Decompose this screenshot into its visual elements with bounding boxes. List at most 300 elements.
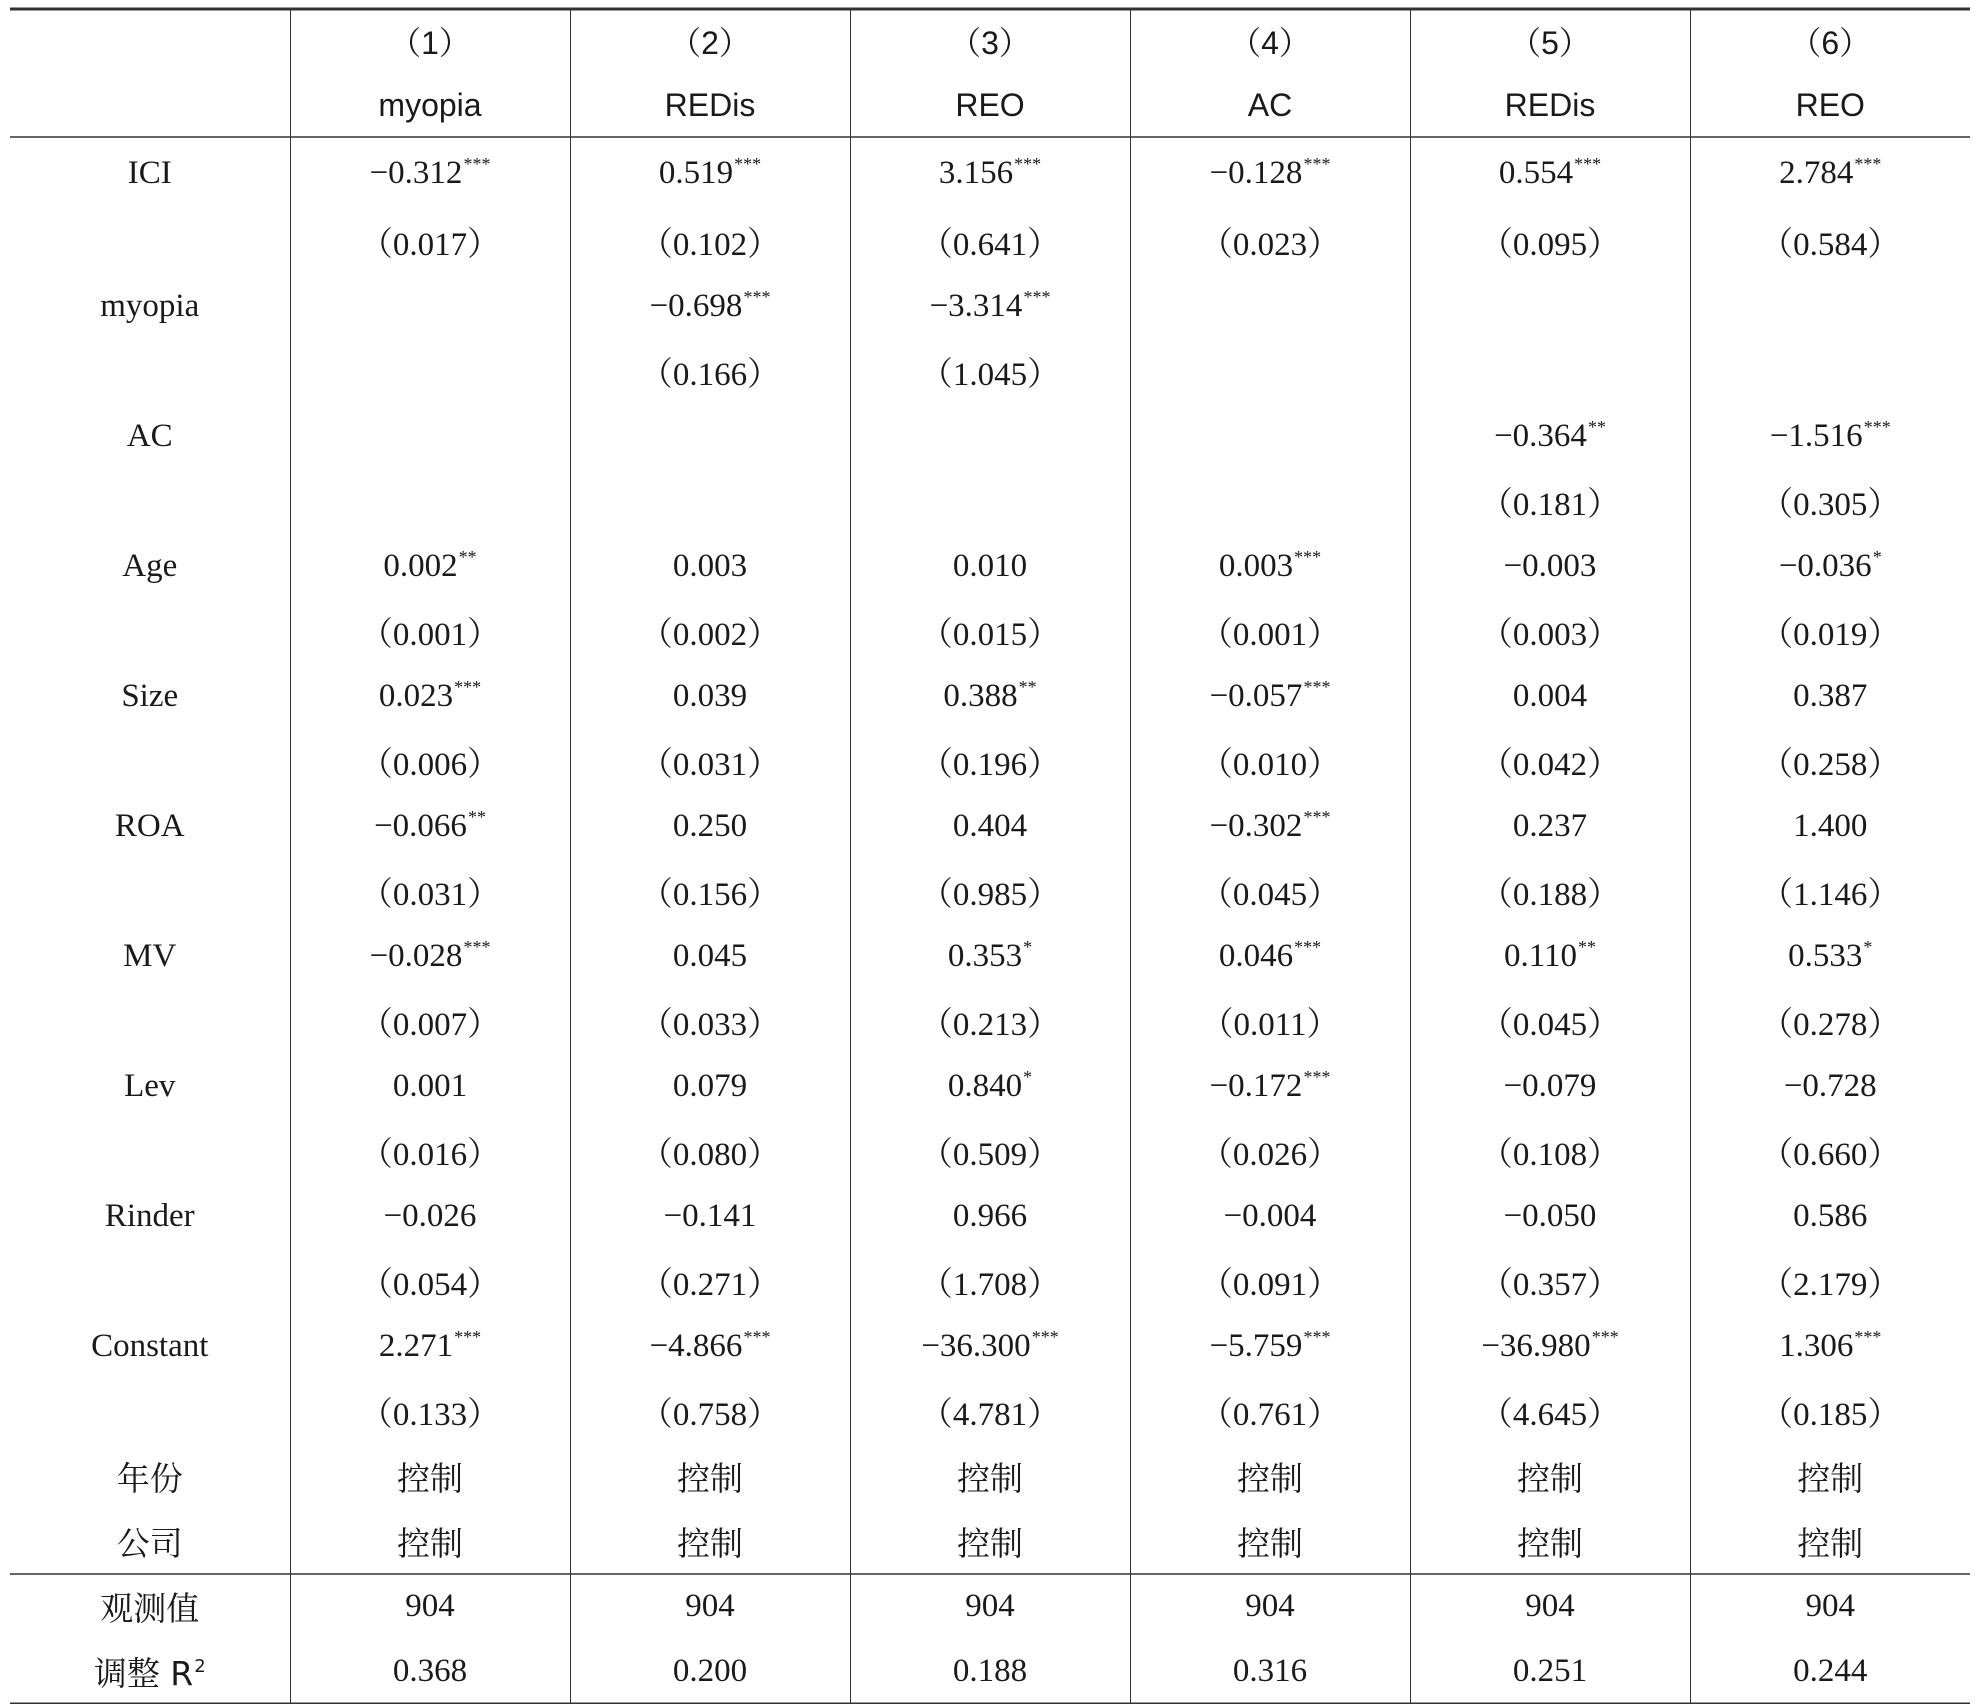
cell-value: −0.036 [1778,548,1872,584]
cell-value: （0.031） [639,747,781,783]
table-cell [850,1509,1130,1574]
cell-value: （0.001） [1199,617,1341,653]
cell-value: −0.057 [1209,678,1303,714]
significance-stars: *** [1303,677,1331,697]
table-cell [570,1184,850,1249]
table-cell [850,989,1130,1054]
cell-value: （0.271） [639,1267,781,1303]
row-label: MV [123,938,177,974]
table-cell: 0.251 [1410,1639,1690,1704]
table-cell [1130,1249,1410,1314]
dependent-variable: AC [1130,73,1410,137]
table-cell [1690,1184,1970,1249]
significance-stars: *** [1294,547,1322,567]
significance-stars: *** [1574,153,1602,174]
table-cell [570,729,850,794]
cell-value: （1.045） [919,357,1061,393]
table-cell [290,1314,570,1379]
table-row [10,274,1970,339]
table-cell: 0.200 [570,1639,850,1704]
table-header [10,9,1970,137]
cell-value: 0.353 [947,938,1023,974]
cell-value: （0.042） [1479,747,1621,783]
table-cell [570,664,850,729]
table-cell [1410,1314,1690,1379]
table-cell: 904 [570,1574,850,1639]
table-row [10,209,1970,274]
cell-value: −0.728 [1783,1068,1877,1104]
model-number: （5） [1410,9,1690,73]
cell-value: 0.046 [1218,938,1294,974]
table-cell [290,1379,570,1444]
cell-value: （0.045） [1479,1007,1621,1043]
cell-value: 0.001 [392,1068,468,1104]
table-cell [570,1509,850,1574]
table-cell [1130,1184,1410,1249]
cell-value: −0.172 [1209,1068,1303,1104]
table-cell [1410,274,1690,339]
table-footer [10,1574,1970,1704]
table-cell [1410,1119,1690,1184]
cell-value: （0.108） [1479,1137,1621,1173]
table-cell [1690,1249,1970,1314]
table-cell [1410,209,1690,274]
table-cell [1690,599,1970,664]
cell-value: （0.305） [1760,487,1901,523]
cell-value: 0.039 [672,678,748,714]
table-cell [570,137,850,209]
significance-stars: *** [1303,1067,1331,1087]
cell-value: 2.271 [378,1328,454,1364]
table-cell [1130,1054,1410,1119]
row-label: Constant [91,1328,209,1364]
header-row-dependent-vars [10,73,1970,137]
cell-value: （0.166） [639,357,781,393]
row-label [10,729,290,794]
table-cell [290,1119,570,1184]
cell-value: （0.016） [359,1137,501,1173]
cell-value: （0.010） [1199,747,1341,783]
cell-value: （0.133） [359,1397,501,1433]
cell-value: 控制 [1237,1524,1303,1563]
table-cell [570,1119,850,1184]
table-row [10,1509,1970,1574]
table-body [10,137,1970,1574]
significance-stars: *** [1303,1327,1331,1347]
cell-value: 0.110 [1503,938,1578,974]
table-cell [1410,924,1690,989]
table-cell [850,209,1130,274]
significance-stars: *** [734,153,762,174]
cell-value: 0.010 [952,548,1028,584]
significance-stars: * [1023,1067,1033,1087]
table-cell [850,1184,1130,1249]
row-label [10,1119,290,1184]
table-cell [570,1379,850,1444]
cell-value: （4.781） [919,1397,1061,1433]
cell-value: （2.179） [1760,1267,1901,1303]
table-cell [290,924,570,989]
table-cell [570,859,850,924]
table-cell [1130,137,1410,209]
table-cell [1130,859,1410,924]
table-cell [1130,404,1410,469]
table-cell [570,1249,850,1314]
table-cell [850,664,1130,729]
cell-value: （0.031） [359,877,501,913]
table-cell [570,794,850,859]
cell-value: −0.141 [663,1198,757,1234]
table-cell [290,1444,570,1509]
table-cell [1410,469,1690,534]
cell-value: −0.364 [1494,418,1587,454]
dependent-variable: myopia [290,73,570,137]
cell-value: 1.400 [1793,808,1868,844]
table-cell [290,1184,570,1249]
table-cell [290,664,570,729]
cell-value: −36.980 [1481,1328,1591,1364]
row-label: Age [122,548,178,584]
table-cell [570,599,850,664]
table-cell [570,404,850,469]
significance-stars: *** [1023,287,1051,307]
cell-value: （0.660） [1760,1137,1901,1173]
table-cell [290,989,570,1054]
significance-stars: *** [1031,1327,1059,1347]
superscript: 2 [194,1656,206,1677]
table-cell [290,1054,570,1119]
cell-value: （0.080） [639,1137,781,1173]
cell-value: 控制 [1797,1459,1864,1498]
table-row [10,534,1970,599]
table-cell [290,339,570,404]
cell-value: 控制 [957,1459,1023,1498]
cell-value: −0.050 [1503,1198,1597,1234]
table-row [10,469,1970,534]
table-cell [570,209,850,274]
cell-value: 控制 [397,1524,463,1563]
table-cell [1410,664,1690,729]
table-cell [1410,1249,1690,1314]
cell-value: （0.091） [1199,1267,1341,1303]
cell-value: （1.708） [919,1267,1061,1303]
table-cell [1690,1509,1970,1574]
table-cell [850,1054,1130,1119]
table-cell [570,469,850,534]
cell-value: 0.840 [947,1068,1023,1104]
table-cell [1690,469,1970,534]
cell-value: −0.128 [1209,154,1303,191]
header-row-model-numbers [10,9,1970,73]
table-cell [290,729,570,794]
cell-value: 0.387 [1793,678,1868,714]
row-label [10,469,290,534]
table-cell [1130,534,1410,599]
table-row [10,794,1970,859]
table-cell [570,534,850,599]
table-row [10,339,1970,404]
table-cell: 904 [1410,1574,1690,1639]
model-number: （2） [570,9,850,73]
significance-stars: *** [743,1327,771,1347]
footer-row [10,1639,1970,1704]
table-cell [1130,664,1410,729]
row-label: 年份 [116,1459,183,1498]
table-cell [1410,1444,1690,1509]
table-cell [1130,989,1410,1054]
cell-value: （0.019） [1760,617,1901,653]
cell-value: （0.758） [639,1397,781,1433]
cell-value: 控制 [397,1459,463,1498]
table-cell [1690,664,1970,729]
table-row [10,1054,1970,1119]
table-row [10,137,1970,209]
cell-value: −5.759 [1209,1328,1303,1364]
table-cell [1410,859,1690,924]
cell-value: （0.011） [1200,1007,1340,1043]
table-cell [1410,1509,1690,1574]
significance-stars: *** [1854,153,1882,174]
cell-value: （0.033） [639,1007,781,1043]
table-cell [290,469,570,534]
table-cell [1130,469,1410,534]
cell-value: （0.641） [919,227,1061,263]
table-cell [570,989,850,1054]
significance-stars: *** [1863,417,1891,437]
table-cell: 904 [850,1574,1130,1639]
table-cell [850,137,1130,209]
significance-stars: *** [463,153,491,174]
cell-value: −0.302 [1209,808,1303,844]
cell-value: 控制 [1797,1524,1864,1563]
row-label: myopia [100,288,200,324]
table-cell [850,924,1130,989]
cell-value: （0.017） [359,227,501,263]
row-label: Rinder [104,1198,195,1234]
cell-value: （0.026） [1199,1137,1341,1173]
significance-stars: * [1863,937,1873,957]
cell-value: （0.006） [359,747,501,783]
table-cell [1410,1184,1690,1249]
cell-value: −0.079 [1503,1068,1597,1104]
table-cell: 904 [290,1574,570,1639]
cell-value: （0.003） [1479,617,1621,653]
table-row [10,989,1970,1054]
dependent-variable: REO [1690,73,1970,137]
table-cell [1410,404,1690,469]
cell-value: 0.404 [952,808,1028,844]
table-cell [570,1444,850,1509]
cell-value: −0.698 [649,288,743,324]
table-cell [1690,274,1970,339]
table-cell [1130,274,1410,339]
significance-stars: *** [454,1327,482,1347]
row-label: Lev [124,1068,176,1104]
table-row [10,1249,1970,1314]
table-cell [1410,534,1690,599]
table-cell [1410,729,1690,794]
row-label [10,1574,290,1639]
model-number: （1） [290,9,570,73]
table-cell [850,1249,1130,1314]
cell-value: 0.002 [383,548,458,584]
dependent-variable: REDis [1410,73,1690,137]
significance-stars: *** [743,287,771,307]
significance-stars: ** [1018,677,1037,697]
row-label: AC [126,418,173,454]
table-cell: 0.244 [1690,1639,1970,1704]
table-cell [1690,989,1970,1054]
table-cell [1410,1379,1690,1444]
cell-value: 0.079 [672,1068,748,1104]
table-cell [850,1314,1130,1379]
cell-value: 0.554 [1498,154,1574,191]
table-cell [850,859,1130,924]
row-label [10,1639,290,1704]
table-cell [1130,1379,1410,1444]
table-cell [1130,924,1410,989]
cell-value: （0.258） [1760,747,1901,783]
footer-row [10,1574,1970,1639]
cell-value: （0.985） [919,877,1061,913]
model-number: （3） [850,9,1130,73]
cell-value: 控制 [677,1459,743,1498]
cell-value: （0.584） [1760,227,1901,263]
dependent-variable: REO [850,73,1130,137]
row-label-text: 观测值 [100,1589,200,1628]
table-cell [570,1054,850,1119]
row-label [10,599,290,664]
cell-value: （0.509） [919,1137,1061,1173]
cell-value: （0.095） [1479,227,1621,263]
cell-value: （0.002） [639,617,781,653]
table-cell: 904 [1130,1574,1410,1639]
row-label [10,1379,290,1444]
table-cell [290,859,570,924]
row-label: 公司 [116,1524,183,1563]
table-cell [1690,1314,1970,1379]
table-cell [1130,1119,1410,1184]
table-cell [290,274,570,339]
row-label [10,859,290,924]
table-cell [850,469,1130,534]
table-row [10,599,1970,664]
cell-value: 0.533 [1788,938,1863,974]
cell-value: （0.188） [1479,877,1621,913]
table-row [10,404,1970,469]
model-number: （4） [1130,9,1410,73]
table-cell [1690,404,1970,469]
table-cell: 0.188 [850,1639,1130,1704]
cell-value: （0.213） [919,1007,1061,1043]
header-corner [10,9,290,73]
cell-value: （0.196） [919,747,1061,783]
row-label [10,989,290,1054]
table-cell [1410,339,1690,404]
significance-stars: *** [454,677,482,697]
cell-value: （0.278） [1760,1007,1901,1043]
cell-value: 控制 [1517,1524,1583,1563]
cell-value: （0.045） [1199,877,1341,913]
cell-value: （0.023） [1199,227,1341,263]
significance-stars: * [1872,547,1882,567]
table-cell [850,274,1130,339]
table-cell [290,794,570,859]
table-cell [1130,209,1410,274]
row-label: ROA [114,808,185,844]
regression-table [10,9,1970,1704]
cell-value: （0.102） [639,227,781,263]
table-cell [1690,1444,1970,1509]
table-cell [1690,729,1970,794]
significance-stars: *** [1303,153,1331,174]
table-cell [1130,729,1410,794]
cell-value: 0.586 [1793,1198,1868,1234]
table-cell: 904 [1690,1574,1970,1639]
table-cell [850,1444,1130,1509]
cell-value: 0.388 [943,678,1018,714]
cell-value: （0.007） [359,1007,501,1043]
cell-value: （0.156） [639,877,781,913]
table-cell [1690,794,1970,859]
table-cell [850,404,1130,469]
cell-value: （4.645） [1479,1397,1621,1433]
cell-value: 0.003 [672,548,748,584]
cell-value: （0.357） [1479,1267,1621,1303]
table-cell [1690,339,1970,404]
cell-value: −0.003 [1503,548,1597,584]
table-cell [1410,137,1690,209]
table-cell [290,534,570,599]
table-cell [850,1119,1130,1184]
cell-value: −0.312 [369,154,463,191]
table-cell [1130,599,1410,664]
header-corner [10,73,290,137]
table-row [10,1379,1970,1444]
table-cell [1690,534,1970,599]
cell-value: −36.300 [921,1328,1031,1364]
significance-stars: *** [1303,807,1331,827]
cell-value: −0.004 [1223,1198,1317,1234]
cell-value: 控制 [1237,1459,1303,1498]
cell-value: 0.519 [658,154,734,191]
table-cell [570,274,850,339]
table-cell [290,137,570,209]
cell-value: 控制 [677,1524,743,1563]
row-label [10,209,290,274]
table-row [10,1184,1970,1249]
table-row [10,859,1970,924]
cell-value: −1.516 [1769,418,1863,454]
cell-value: 3.156 [938,154,1014,191]
table-cell [850,794,1130,859]
significance-stars: *** [1014,153,1042,174]
cell-value: 0.966 [952,1198,1028,1234]
table-cell [1130,1444,1410,1509]
significance-stars: ** [467,807,486,827]
significance-stars: * [1023,937,1033,957]
table-row [10,1444,1970,1509]
model-number: （6） [1690,9,1970,73]
significance-stars: *** [1591,1327,1619,1347]
cell-value: 0.004 [1512,678,1588,714]
cell-value: （0.015） [919,617,1061,653]
table-cell [1130,794,1410,859]
table-cell [1410,989,1690,1054]
table-cell [850,1379,1130,1444]
cell-value: （0.001） [359,617,501,653]
table-cell [1130,1509,1410,1574]
